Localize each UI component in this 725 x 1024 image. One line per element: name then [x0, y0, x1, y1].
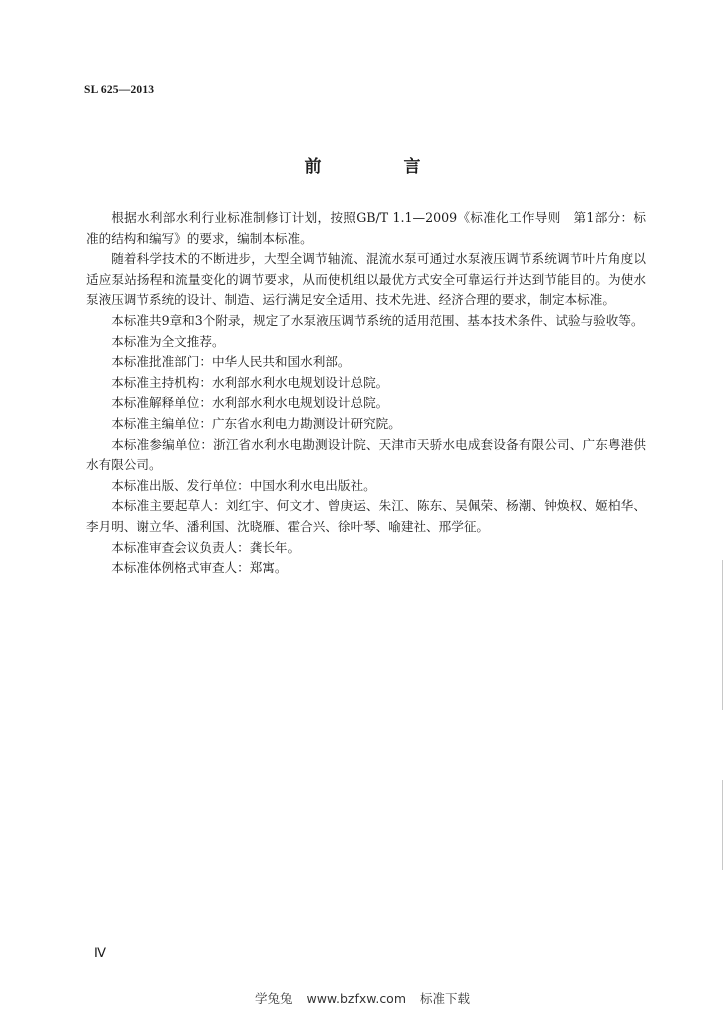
paragraph-chief-editor: 本标准主编单位：广东省水利电力勘测设计研究院。 — [111, 415, 401, 431]
foreword-body — [86, 208, 646, 579]
paragraph-format-reviewer: 本标准体例格式审查人：郑寓。 — [111, 560, 288, 576]
scan-edge-line — [722, 780, 723, 870]
paragraph-interpretation-unit: 本标准解释单位：水利部水利水电规划设计总院。 — [111, 395, 389, 411]
scan-edge-line — [722, 560, 723, 710]
paragraph-participating-units: 本标准参编单位：浙江省水利水电勘测设计院、天津市天骄水电成套设备有限公司、广东粤港供水有限公司。 — [86, 436, 646, 473]
paragraph-approval-dept: 本标准批准部门：中华人民共和国水利部。 — [111, 354, 351, 370]
paragraph-publisher: 本标准出版、发行单位：中国水利水电出版社。 — [111, 477, 376, 493]
paragraph-host-agency: 本标准主持机构：水利部水利水电规划设计总院。 — [111, 374, 389, 390]
paragraph-drafters: 本标准主要起草人：刘红宇、何文才、曾庚运、朱江、陈东、吴佩荣、杨潮、钟焕权、姬柏华、李月明、谢立华、潘利国、沈晓雁、霍合兴、徐叶琴、喻建社、邢学征。 — [86, 498, 646, 534]
page-title: 前 言 — [304, 157, 459, 177]
site-watermark[interactable]: 学兔兔 www.bzfxw.com 标准下载 — [255, 991, 470, 1006]
paragraph-review-lead: 本标准审查会议负责人：龚长年。 — [111, 539, 301, 555]
paragraph-background: 随着科学技术的不断进步，大型全调节轴流、混流水泵可通过水泵液压调节系统调节叶片角度以适应泵站扬程和流量变化的调节要求，从而使机组以最优方式安全可靠运行并达到节能目的。为使水泵液压调节系统的设计、制造、运行满足安全适用、技术先进、经济合理的要求，制定本标准。 — [86, 251, 646, 308]
standard-code: SL 625—2013 — [84, 84, 155, 96]
paragraph-basis: 根据水利部水利行业标准制修订计划，按照GB/T 1.1—2009《标准化工作导则 第1部分：标准的结构和编写》的要求，编制本标准。 — [86, 210, 646, 246]
paragraph-structure: 本标准共9章和3个附录，规定了水泵液压调节系统的适用范围、基本技术条件、试验与验收等。 — [111, 312, 644, 328]
page-number: Ⅳ — [94, 945, 106, 960]
paragraph-recommendation: 本标准为全文推荐。 — [111, 333, 225, 349]
